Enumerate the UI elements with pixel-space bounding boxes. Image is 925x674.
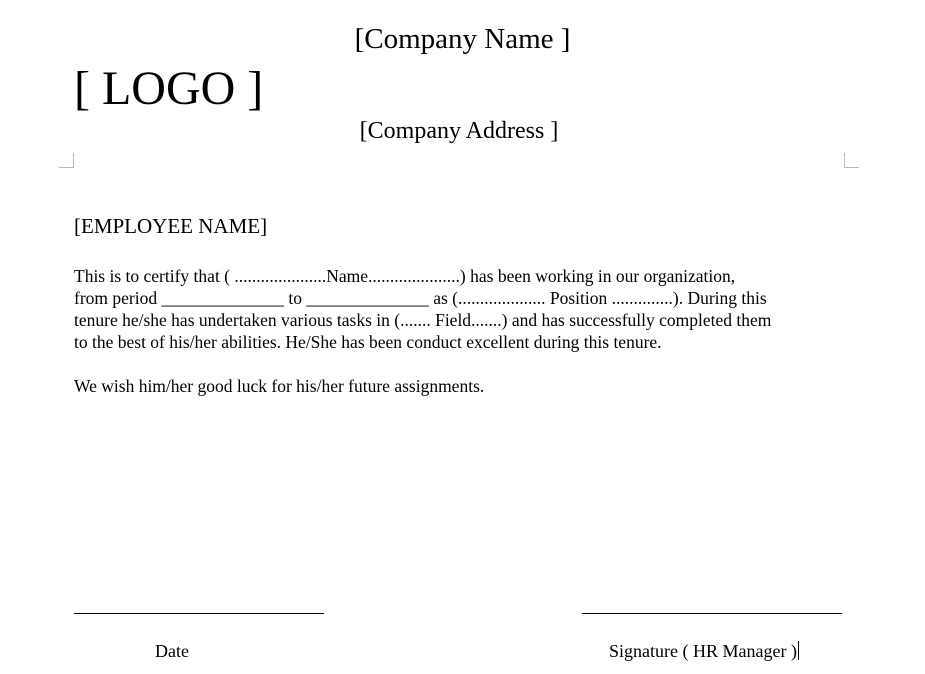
hr-signature-line [582, 613, 842, 614]
body-line[interactable]: This is to certify that ( .....................Name.....................) has been working in our organization, [74, 266, 736, 286]
date-label[interactable] [155, 640, 189, 662]
text-boundary-corner-right [844, 153, 859, 168]
logo-placeholder[interactable]: [ LOGO ] [74, 62, 264, 115]
body-line[interactable]: to the best of his/her abilities. He/She has been conduct excellent during this tenure. [74, 332, 662, 352]
company-name[interactable]: [Company Name ] [354, 23, 571, 55]
text-boundary-corner-left [59, 153, 74, 168]
signature-label-text: Signature ( HR Manager ) [609, 641, 797, 661]
signature-label[interactable] [609, 640, 799, 662]
date-label-text: Date [155, 641, 189, 661]
employee-name[interactable]: [EMPLOYEE NAME] [74, 214, 268, 238]
company-address[interactable]: [Company Address ] [359, 118, 559, 144]
text-cursor [798, 641, 799, 660]
body-line[interactable]: from period ______________ to ______________ as (.................... Position ..............). During this [74, 288, 767, 308]
date-signature-line [74, 613, 324, 614]
closing-line[interactable]: We wish him/her good luck for his/her future assignments. [74, 376, 485, 396]
body-line[interactable]: tenure he/she has undertaken various tasks in (....... Field.......) and has successfully completed them [74, 310, 772, 330]
